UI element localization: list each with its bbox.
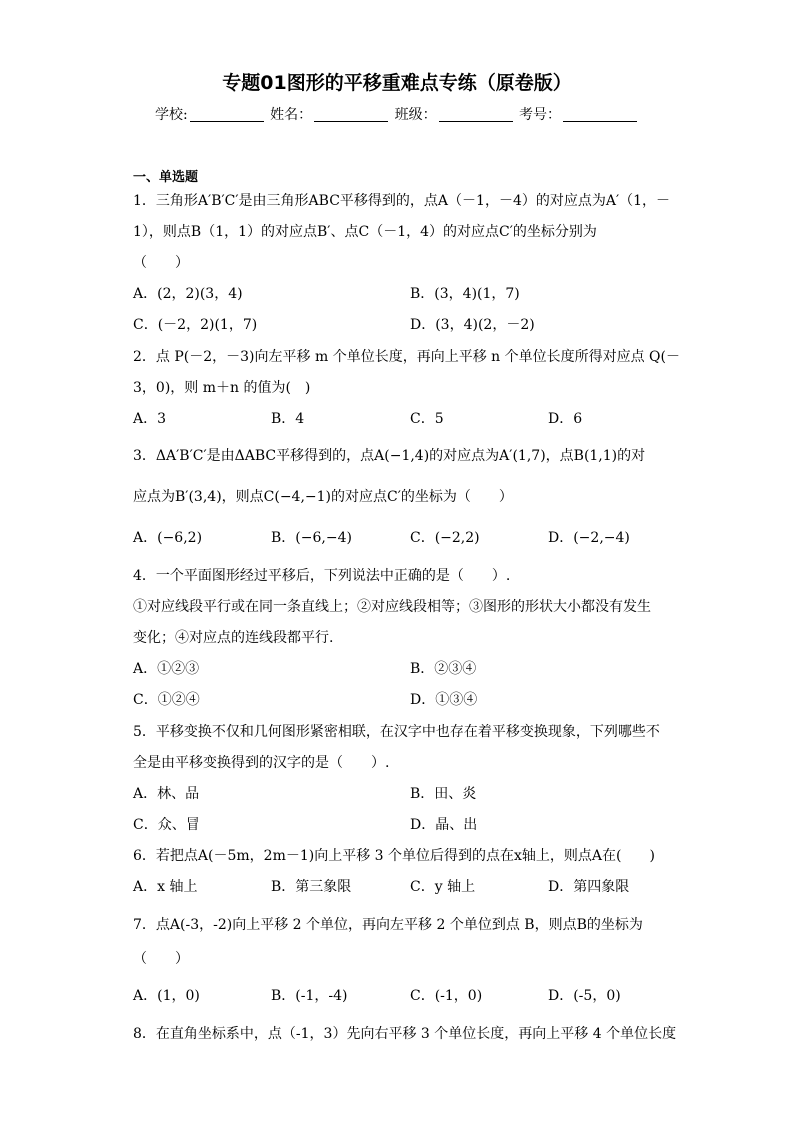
exam-number-label: 考号： [519,107,562,123]
question-6-option-c: C．y 轴上 [410,879,476,895]
question-2-option-c: C．5 [410,411,444,427]
question-3-line-2: 应点为B′(3,4)，则点C(−4,−1)的对应点C′的坐标为（ ） [133,489,513,505]
question-2-option-a: A．3 [133,411,167,427]
question-7-line-2: （ ） [133,951,189,967]
question-4-option-a: A．①②③ [133,661,200,677]
section-title: 一、单选题 [133,170,199,185]
exam-number-blank [563,107,637,122]
question-1-option-c: C．(－2，2)(1，7) [133,317,258,333]
question-4-line-1: 4．一个平面图形经过平移后，下列说法中正确的是（ ）. [133,568,511,584]
question-5-line-1: 5．平移变换不仅和几何图形紧密相联，在汉字中也存在着平移变换现象，下列哪些不 [133,724,660,740]
question-5-line-2: 全是由平移变换得到的汉字的是（ ）. [133,755,390,771]
question-7-option-a: A．(1，0) [133,988,200,1004]
question-1-line-3: （ ） [133,255,189,271]
question-2-line-2: 3，0)，则 m＋n 的值为( ) [133,380,311,396]
name-label: 姓名： [270,107,313,123]
student-info-row [0,104,794,124]
question-4-option-b: B．②③④ [410,661,477,677]
question-1-line-1: 1．三角形A′B′C′是由三角形ABC平移得到的，点A（－1，－4）的对应点为A′（1，－ [133,193,671,209]
question-5-option-a: A．林、品 [133,786,200,802]
question-2-line-1: 2．点 P(－2，－3)向左平移 m 个单位长度，再向上平移 n 个单位长度所得对应点 Q(－ [133,349,680,365]
question-3-option-a: A．(−6,2) [133,530,203,546]
question-7-option-c: C．(-1，0) [410,988,483,1004]
name-blank [314,107,388,122]
question-7-option-b: B．(-1，-4) [271,988,348,1004]
question-3-option-d: D．(−2,−4) [548,530,630,546]
question-1-option-a: A．(2，2)(3，4) [133,286,243,302]
question-6-line-1: 6．若把点A(－5m，2m－1)向上平移 3 个单位后得到的点在x轴上，则点A在( ) [133,848,655,864]
question-1-option-d: D．(3，4)(2，－2) [410,317,535,333]
question-3-option-c: C．(−2,2) [410,530,480,546]
question-6-option-a: A．x 轴上 [133,879,198,895]
question-8-line-1: 8．在直角坐标系中，点（-1，3）先向右平移 3 个单位长度，再向上平移 4 个单位长度 [133,1026,677,1042]
question-1-line-2: 1），则点B（1，1）的对应点B′、点C（－1，4）的对应点C′的坐标分别为 [133,224,597,240]
question-2-option-b: B．4 [271,411,305,427]
question-4-option-d: D．①③④ [410,692,478,708]
question-4-option-c: C．①②④ [133,692,200,708]
question-5-option-b: B．田、炎 [410,786,477,802]
question-3-line-1: 3．ΔA′B′C′是由ΔABC平移得到的，点A(−1,4)的对应点为A′(1,7)，点B(1,1)的对 [133,448,646,464]
school-blank [190,107,264,122]
question-2-option-d: D．6 [548,411,583,427]
question-7-line-1: 7．点A(-3，-2)向上平移 2 个单位，再向左平移 2 个单位到点 B，则点B的坐标为 [133,917,643,933]
class-label: 班级： [394,107,437,123]
question-7-option-d: D．(-5，0) [548,988,621,1004]
question-3-option-b: B．(−6,−4) [271,530,352,546]
page-title: 专题01图形的平移重难点专练（原卷版） [222,72,572,94]
question-4-line-3: 变化；④对应点的连线段都平行. [133,630,334,646]
question-5-option-d: D．晶、出 [410,817,478,833]
class-blank [439,107,513,122]
question-4-line-2: ①对应线段平行或在同一条直线上；②对应线段相等；③图形的形状大小都没有发生 [133,599,651,615]
question-6-option-b: B．第三象限 [271,879,352,895]
question-6-option-d: D．第四象限 [548,879,630,895]
school-label: 学校: [154,107,188,123]
question-1-option-b: B．(3，4)(1，7) [410,286,520,302]
question-5-option-c: C．众、冒 [133,817,200,833]
